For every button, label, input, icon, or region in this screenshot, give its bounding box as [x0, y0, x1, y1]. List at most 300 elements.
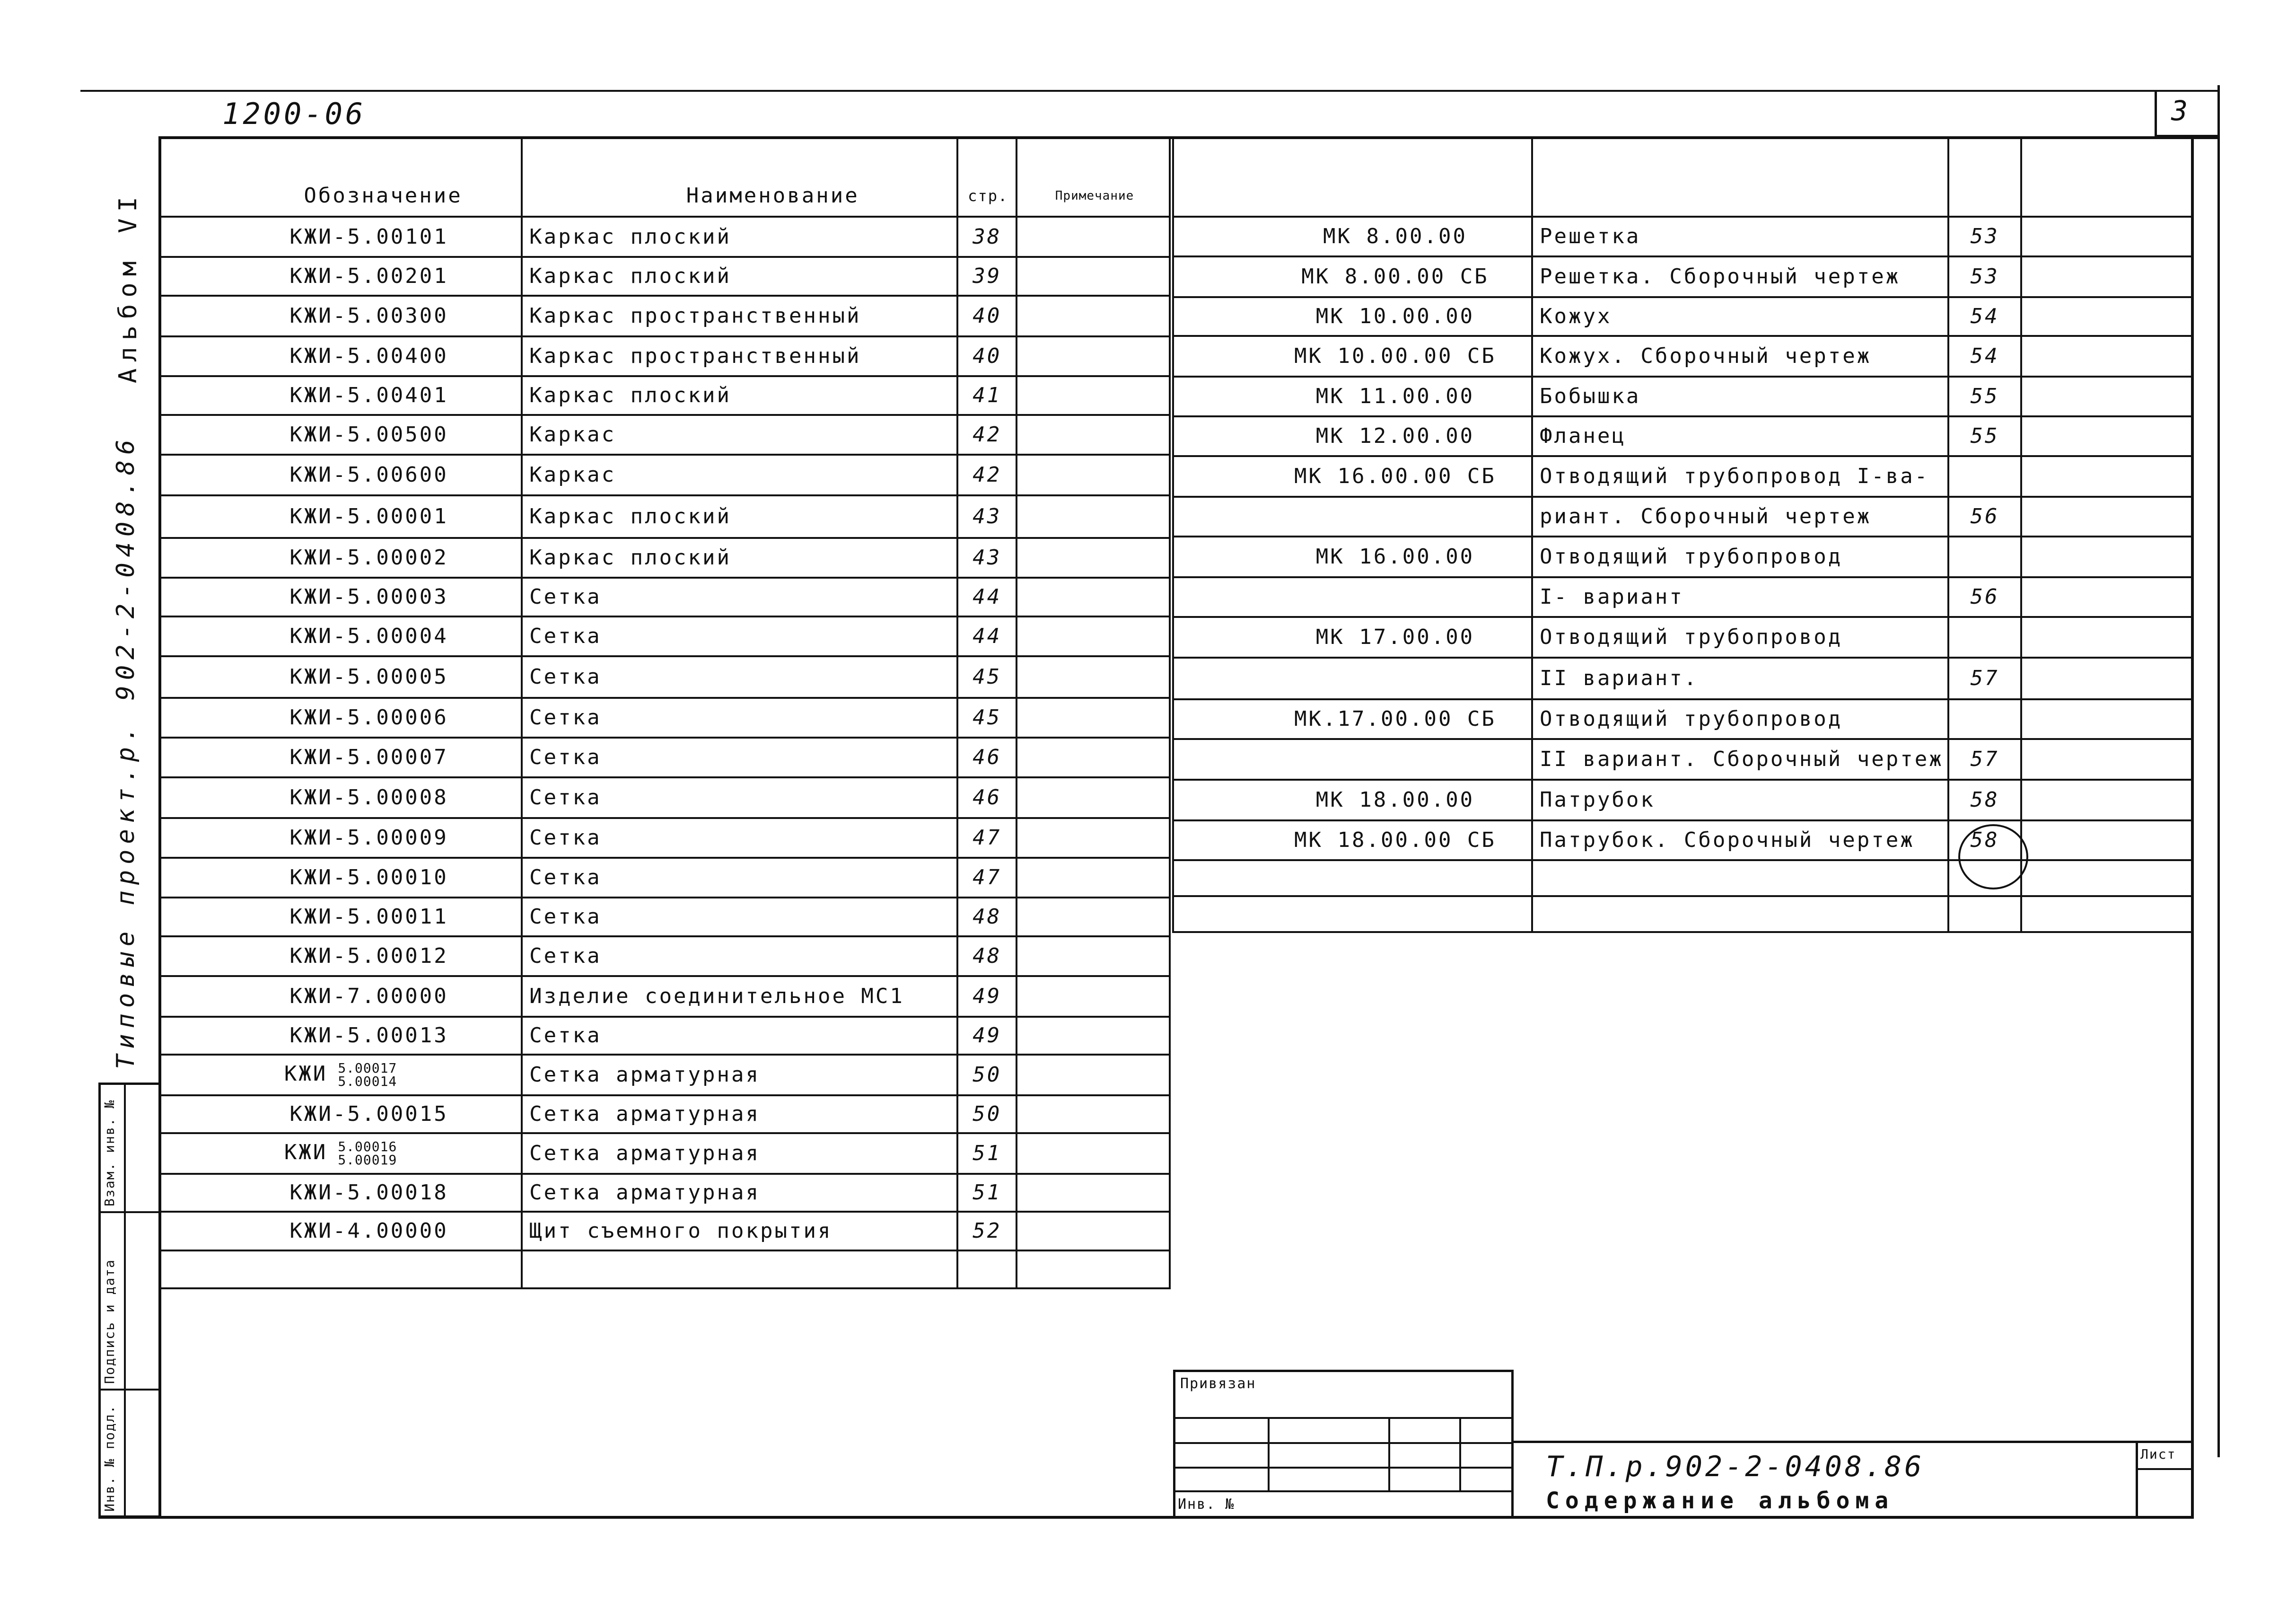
right-contents-table: [1172, 136, 2194, 933]
page-number-cell: [1948, 217, 2021, 256]
page-number-cell: [1948, 336, 2021, 377]
note-cell: [1017, 217, 1170, 257]
note-cell: [1017, 656, 1170, 698]
designation: КЖИ-5.00009: [289, 826, 448, 850]
designation-compound: [160, 1062, 521, 1088]
item-name: Сетка: [529, 785, 602, 810]
designation-cell: [1173, 416, 1532, 456]
item-name-cell: [522, 936, 957, 976]
left-table-row: [159, 1017, 1170, 1055]
designation: КЖИ-5.00600: [289, 463, 448, 487]
note-cell: [2021, 256, 2193, 297]
left-table-row: [159, 1133, 1170, 1174]
item-name: Кожух. Сборочный чертеж: [1539, 344, 1872, 368]
right-table-row: [1173, 336, 2193, 377]
right-table-header: [1173, 137, 2193, 217]
binding-row-4: [1173, 1490, 1514, 1492]
binding-col-1: [1268, 1417, 1270, 1490]
item-name-cell: [522, 738, 957, 777]
designation: КЖИ-5.00007: [289, 745, 448, 769]
note-cell: [2021, 860, 2193, 896]
page-number: 39: [973, 264, 1002, 288]
page-number: 56: [1970, 504, 1999, 528]
sheet-box-left: [2136, 1441, 2138, 1519]
title-block-top: [1511, 1441, 2194, 1443]
left-table-row: [159, 898, 1170, 936]
item-name-cell: [1532, 297, 1948, 336]
designation: КЖИ-4.00000: [289, 1219, 448, 1243]
note-cell: [1017, 976, 1170, 1017]
left-table-row: [159, 538, 1170, 578]
right-table-row: [1173, 896, 2193, 932]
page-number: 55: [1970, 424, 1999, 448]
left-table-header: [159, 137, 1170, 217]
item-name-cell: [522, 415, 957, 455]
sheet-label: Лист: [2140, 1446, 2176, 1462]
page-number: 42: [973, 463, 1002, 487]
page-number-cell: [957, 217, 1017, 257]
item-name: Изделие соединительное МС1: [529, 984, 904, 1008]
designation-cell: [159, 936, 522, 976]
item-name: Каркас плоский: [529, 546, 732, 570]
note-cell: [2021, 497, 2193, 537]
left-table-row: [159, 936, 1170, 976]
designation-cell: [159, 898, 522, 936]
designation-cell: [159, 376, 522, 415]
item-name-cell: [1532, 336, 1948, 377]
designation: КЖИ-5.00400: [289, 344, 448, 368]
item-name-cell: [1532, 896, 1948, 932]
item-name-cell: [522, 376, 957, 415]
page-number-cell: [957, 336, 1017, 376]
note-cell: [1017, 495, 1170, 538]
item-name-cell: [522, 538, 957, 578]
page-number-cell: [1948, 896, 2021, 932]
item-name-cell: [1532, 497, 1948, 537]
page-number: 40: [973, 304, 1002, 328]
right-table-row: [1173, 860, 2193, 896]
item-name: Каркас: [529, 463, 616, 487]
designation-cell: [1173, 336, 1532, 377]
item-name-cell: [522, 296, 957, 336]
designation-cell: [1173, 256, 1532, 297]
sheet-number: 3: [2171, 95, 2189, 127]
left-table-row: [159, 616, 1170, 656]
designation-cell: [159, 656, 522, 698]
page-number-cell: [1948, 739, 2021, 780]
page-number-cell: [957, 538, 1017, 578]
note-cell: [1017, 1212, 1170, 1250]
item-name: Сетка: [529, 1023, 602, 1048]
designation: КЖИ-5.00008: [289, 785, 448, 810]
page-circle-mark: [1958, 824, 2028, 889]
designation: МК 8.00.00 СБ: [1301, 264, 1489, 289]
designation-cell: [1173, 658, 1532, 699]
page-number: 58: [1970, 788, 1999, 812]
document-code: Т.П.р.902-2-0408.86: [1546, 1450, 1925, 1483]
item-name-cell: [1532, 377, 1948, 416]
page-number-cell: [957, 738, 1017, 777]
page-number: 50: [973, 1063, 1002, 1087]
left-table-row: [159, 217, 1170, 257]
note-cell: [1017, 936, 1170, 976]
side-label-project: Типовые проект.р. 902-2-0408.86: [112, 434, 140, 1069]
designation: МК 16.00.00 СБ: [1294, 464, 1496, 488]
page-number: 45: [973, 665, 1002, 689]
item-name-cell: [522, 1055, 957, 1095]
left-table-row: [159, 376, 1170, 415]
item-name: Решетка. Сборочный чертеж: [1539, 264, 1901, 289]
right-table-row: [1173, 699, 2193, 739]
page-number: 57: [1970, 747, 1999, 771]
item-name-cell: [522, 257, 957, 296]
designation-cell: [1173, 537, 1532, 577]
right-table-row: [1173, 377, 2193, 416]
item-name-cell: [522, 898, 957, 936]
designation: МК 10.00.00: [1315, 304, 1475, 328]
right-border-line: [2217, 85, 2220, 1457]
designation-cell: [1173, 739, 1532, 780]
item-name-cell: [522, 976, 957, 1017]
page-number-cell: [957, 296, 1017, 336]
left-table-row: [159, 818, 1170, 858]
designation: КЖИ-5.00006: [289, 705, 448, 730]
left-table-row: [159, 495, 1170, 538]
item-name-cell: [522, 495, 957, 538]
item-name-cell: [522, 1017, 957, 1055]
side-stamp-label-inv: Инв. № подл.: [102, 1404, 117, 1512]
designation: КЖИ-5.00201: [289, 264, 448, 288]
designation-cell: [159, 1133, 522, 1174]
item-name: Сетка: [529, 665, 602, 689]
right-table-row: [1173, 617, 2193, 658]
designation-cell: [159, 455, 522, 495]
item-name: Сетка: [529, 745, 602, 769]
item-name-cell: [522, 1212, 957, 1250]
designation-cell: [159, 336, 522, 376]
designation: КЖИ-5.00004: [289, 624, 448, 648]
note-cell: [1017, 1133, 1170, 1174]
left-table-row: [159, 738, 1170, 777]
left-table-row: [159, 1055, 1170, 1095]
item-name: Каркас плоский: [529, 383, 732, 407]
item-name-cell: [1532, 537, 1948, 577]
page-number: 52: [973, 1219, 1002, 1243]
page-number-cell: [957, 936, 1017, 976]
page-number-cell: [1948, 699, 2021, 739]
note-cell: [2021, 820, 2193, 860]
designation-cell: [1173, 577, 1532, 617]
page-number-cell: [1948, 256, 2021, 297]
page-number-cell: [1948, 577, 2021, 617]
item-name: Отводящий трубопровод: [1539, 707, 1843, 731]
designation-cell: [159, 976, 522, 1017]
designation: КЖИ-7.00000: [289, 984, 448, 1008]
page-number-cell: [957, 1212, 1017, 1250]
page-number-cell: [957, 1174, 1017, 1212]
designation: МК 11.00.00: [1315, 384, 1475, 408]
item-name: Сетка: [529, 826, 602, 850]
item-name: Каркас плоский: [529, 224, 732, 249]
note-cell: [1017, 1095, 1170, 1133]
page-number: 57: [1970, 666, 1999, 690]
item-name-cell: [1532, 860, 1948, 896]
designation-cell: [159, 858, 522, 898]
right-table-row: [1173, 217, 2193, 256]
note-cell: [2021, 577, 2193, 617]
header-page: стр.: [968, 187, 1008, 205]
designation-cell: [1173, 217, 1532, 256]
document-title: Содержание альбома: [1546, 1488, 1894, 1514]
item-name-cell: [522, 1133, 957, 1174]
designation: КЖИ-5.00300: [289, 304, 448, 328]
note-cell: [2021, 699, 2193, 739]
page-number-cell: [1948, 537, 2021, 577]
note-cell: [1017, 296, 1170, 336]
left-table-empty-row: [159, 1250, 1170, 1288]
page-number-cell: [1948, 416, 2021, 456]
designation-cell: [1173, 297, 1532, 336]
right-table-row: [1173, 256, 2193, 297]
item-name: Сетка арматурная: [529, 1063, 760, 1087]
designation: КЖИ-5.00010: [289, 865, 448, 889]
item-name: Сетка: [529, 865, 602, 889]
page-number-cell: [1948, 297, 2021, 336]
page-number: 45: [973, 705, 1002, 730]
left-contents-table: [158, 136, 1171, 1289]
page-number: 53: [1970, 264, 1999, 289]
side-stamp-label-replace: Взам. инв. №: [102, 1099, 117, 1206]
item-name-cell: [522, 616, 957, 656]
page-number-cell: [1948, 780, 2021, 820]
designation-cell: [1173, 699, 1532, 739]
right-table-row: [1173, 780, 2193, 820]
item-name-cell: [522, 656, 957, 698]
item-name-cell: [1532, 780, 1948, 820]
item-name: Щит съемного покрытия: [529, 1219, 833, 1243]
item-name-cell: [1532, 658, 1948, 699]
designation-cell: [1173, 617, 1532, 658]
designation-cell: [159, 578, 522, 616]
page-number: 44: [973, 585, 1002, 609]
designation-bottom: 5.00014: [338, 1074, 397, 1089]
page-number: 49: [973, 984, 1002, 1008]
item-name: Каркас: [529, 423, 616, 447]
page-number: 56: [1970, 585, 1999, 609]
page-number-cell: [957, 376, 1017, 415]
item-name: Сетка: [529, 905, 602, 929]
inv-label: Инв. №: [1178, 1496, 1235, 1513]
page-number-cell: [957, 415, 1017, 455]
designation-cell: [1173, 377, 1532, 416]
left-table-row: [159, 1212, 1170, 1250]
note-cell: [2021, 739, 2193, 780]
archive-number: 1200-06: [222, 97, 366, 131]
designation: КЖИ-5.00018: [289, 1180, 448, 1205]
right-table-row: [1173, 537, 2193, 577]
page-number-cell: [957, 818, 1017, 858]
item-name: Каркас пространственный: [529, 304, 861, 328]
designation-cell: [159, 1174, 522, 1212]
page-number-cell: [1948, 658, 2021, 699]
binding-row-1: [1173, 1417, 1514, 1419]
item-name: Сетка арматурная: [529, 1180, 760, 1205]
page-number-cell: [957, 1017, 1017, 1055]
page-number: 50: [973, 1102, 1002, 1126]
designation-top: 5.00016: [338, 1139, 397, 1154]
page-number: 44: [973, 624, 1002, 648]
item-name: Отводящий трубопровод I-ва-: [1539, 464, 1929, 488]
note-cell: [1017, 538, 1170, 578]
item-name: I- вариант: [1539, 585, 1684, 609]
designation-cell: [159, 415, 522, 455]
designation-cell: [159, 738, 522, 777]
item-name: Сетка: [529, 585, 602, 609]
note-cell: [1017, 376, 1170, 415]
designation-prefix: КЖИ: [284, 1062, 328, 1086]
designation-cell: [1173, 820, 1532, 860]
designation-cell: [1173, 456, 1532, 497]
page-number-cell: [1948, 377, 2021, 416]
note-cell: [2021, 896, 2193, 932]
designation: МК 18.00.00: [1315, 788, 1475, 812]
binding-row-2: [1173, 1442, 1514, 1444]
item-name-cell: [522, 858, 957, 898]
note-cell: [1017, 818, 1170, 858]
right-table-row: [1173, 658, 2193, 699]
item-name-cell: [522, 336, 957, 376]
item-name: Каркас пространственный: [529, 344, 861, 368]
designation: МК 8.00.00: [1323, 224, 1467, 248]
item-name-cell: [522, 777, 957, 818]
side-stamp-sep-1: [98, 1211, 161, 1213]
designation-cell: [159, 296, 522, 336]
note-cell: [2021, 456, 2193, 497]
note-cell: [2021, 217, 2193, 256]
note-cell: [1017, 257, 1170, 296]
page-number: 54: [1970, 344, 1999, 368]
right-table-row: [1173, 497, 2193, 537]
binding-row-3: [1173, 1467, 1514, 1469]
right-table-row: [1173, 577, 2193, 617]
left-table-row: [159, 777, 1170, 818]
item-name-cell: [1532, 577, 1948, 617]
page-number: 47: [973, 865, 1002, 889]
page-number-cell: [957, 495, 1017, 538]
designation-cell: [159, 777, 522, 818]
designation: МК 18.00.00 СБ: [1294, 828, 1496, 852]
designation: КЖИ-5.00401: [289, 383, 448, 407]
page-number: 51: [973, 1180, 1002, 1205]
designation-stack: [338, 1062, 397, 1088]
designation-cell: [159, 257, 522, 296]
page-number: 54: [1970, 304, 1999, 328]
left-table-row: [159, 296, 1170, 336]
item-name-cell: [522, 818, 957, 858]
item-name-cell: [1532, 617, 1948, 658]
page-number-cell: [957, 777, 1017, 818]
binding-col-3: [1459, 1417, 1461, 1490]
page-number-cell: [957, 858, 1017, 898]
designation: КЖИ-5.00101: [289, 224, 448, 249]
page-number: 43: [973, 504, 1002, 528]
page-number-cell: [957, 698, 1017, 738]
item-name-cell: [522, 1174, 957, 1212]
designation: КЖИ-5.00500: [289, 423, 448, 447]
page-number: 41: [973, 383, 1002, 407]
designation-cell: [159, 217, 522, 257]
page-number: 38: [973, 224, 1002, 249]
designation: КЖИ-5.00003: [289, 585, 448, 609]
left-table-row: [159, 455, 1170, 495]
left-table-row: [159, 656, 1170, 698]
designation: КЖИ-5.00001: [289, 504, 448, 528]
item-name-cell: [522, 698, 957, 738]
page-number: 48: [973, 944, 1002, 968]
note-cell: [1017, 578, 1170, 616]
binding-col-2: [1388, 1417, 1390, 1490]
note-cell: [1017, 1017, 1170, 1055]
left-table-row: [159, 336, 1170, 376]
item-name-cell: [522, 217, 957, 257]
left-table-row: [159, 976, 1170, 1017]
side-stamp-label-sign: Подпись и дата: [102, 1259, 117, 1384]
designation: МК 12.00.00: [1315, 424, 1475, 448]
side-label-album: Альбом VI: [114, 190, 142, 383]
note-cell: [2021, 377, 2193, 416]
item-name-cell: [1532, 456, 1948, 497]
note-cell: [1017, 738, 1170, 777]
designation: КЖИ-5.00011: [289, 905, 448, 929]
designation-cell: [1173, 497, 1532, 537]
item-name: Отводящий трубопровод: [1539, 625, 1843, 649]
page-number: 55: [1970, 384, 1999, 408]
designation: МК 16.00.00: [1315, 545, 1475, 569]
designation-cell: [1173, 896, 1532, 932]
item-name-cell: [1532, 820, 1948, 860]
item-name-cell: [1532, 699, 1948, 739]
page-number: 51: [973, 1141, 1002, 1165]
item-name-cell: [1532, 416, 1948, 456]
left-table-row: [159, 858, 1170, 898]
page-number-cell: [957, 455, 1017, 495]
note-cell: [2021, 617, 2193, 658]
note-cell: [2021, 336, 2193, 377]
item-name-cell: [1532, 217, 1948, 256]
designation: КЖИ-5.00015: [289, 1102, 448, 1126]
page-number-cell: [957, 656, 1017, 698]
page-number-cell: [957, 616, 1017, 656]
page-number: 58: [1970, 828, 1999, 852]
note-cell: [1017, 415, 1170, 455]
page-number: 47: [973, 826, 1002, 850]
page-number-cell: [957, 1095, 1017, 1133]
designation: МК.17.00.00 СБ: [1294, 707, 1496, 731]
designation-prefix: КЖИ: [284, 1140, 328, 1164]
designation-cell: [1173, 860, 1532, 896]
item-name: Каркас плоский: [529, 504, 732, 528]
page-number-cell: [957, 898, 1017, 936]
item-name: Каркас плоский: [529, 264, 732, 288]
sheet-box-divider: [2136, 1468, 2194, 1470]
note-cell: [2021, 416, 2193, 456]
designation-cell: [159, 1095, 522, 1133]
designation-cell: [159, 1055, 522, 1095]
designation-cell: [159, 1017, 522, 1055]
right-table-row: [1173, 820, 2193, 860]
item-name: Бобышка: [1539, 384, 1641, 408]
page-number-cell: [957, 1133, 1017, 1174]
